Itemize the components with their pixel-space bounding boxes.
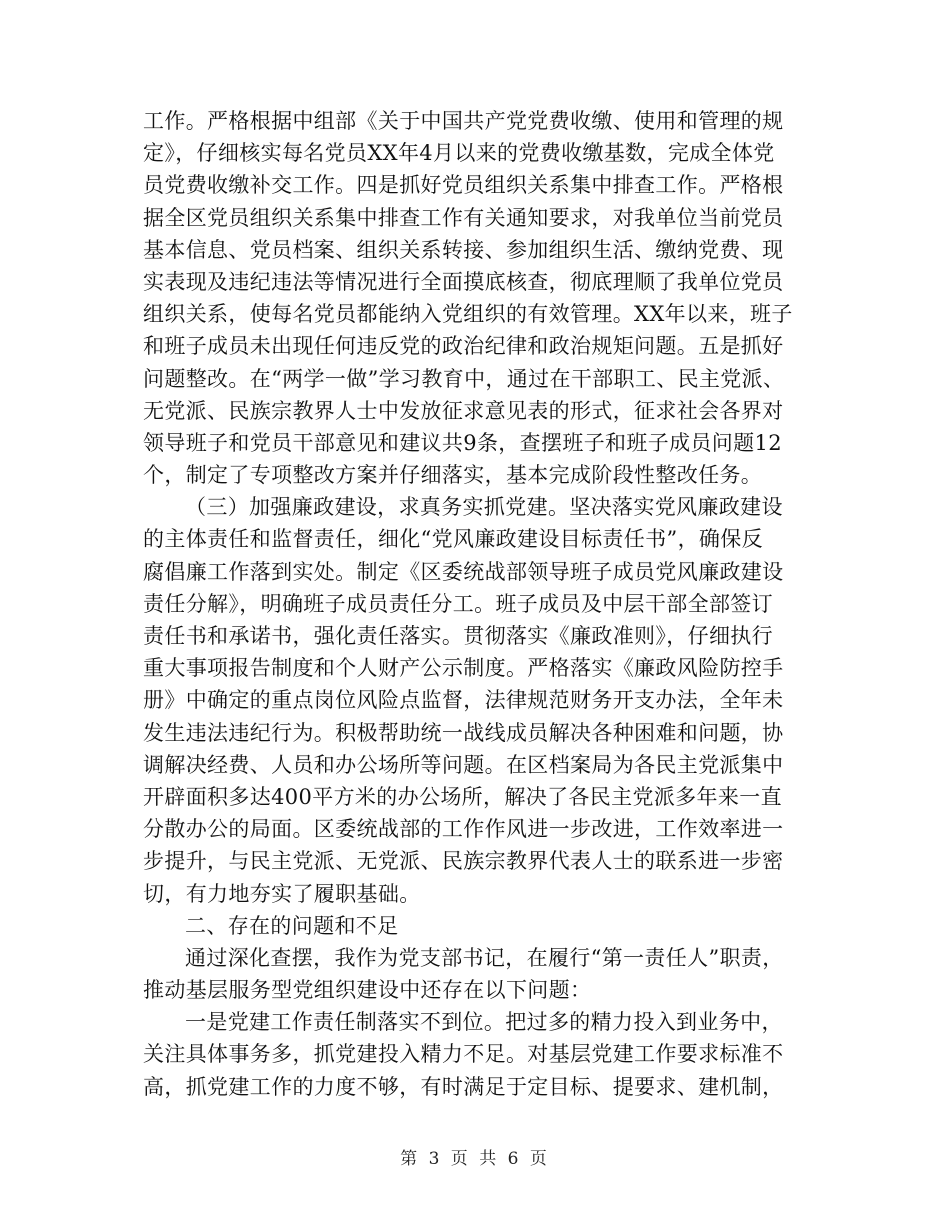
text-line: 重大事项报告制度和个人财产公示制度。严格落实《廉政风险防控手: [143, 656, 784, 681]
text-line: 关注具体事务多，抓党建投入精力不足。对基层党建工作要求标准不: [143, 1042, 784, 1067]
section-heading: 二、存在的问题和不足: [185, 913, 399, 938]
text-line: 实表现及违纪违法等情况进行全面摸底核查，彻底理顺了我单位党员: [143, 269, 784, 294]
text-line: 调解决经费、人员和办公场所等问题。在区档案局为各民主党派集中: [143, 752, 784, 777]
text-line: 基本信息、党员档案、组织关系转接、参加组织生活、缴纳党费、现: [143, 237, 784, 262]
text-line: 责任分解》，明确班子成员责任分工。班子成员及中层干部全部签订: [143, 591, 773, 616]
text-line: 定》，仔细核实每名党员XX年4月以来的党费收缴基数，完成全体党: [143, 141, 775, 166]
text-line: 工作。严格根据中组部《关于中国共产党党费收缴、使用和管理的规: [143, 109, 784, 133]
text-line: 推动基层服务型党组织建设中还存在以下问题：: [143, 978, 592, 1003]
text-line: 问题整改。在“两学一做”学习教育中，通过在干部职工、民主党派、: [143, 366, 785, 391]
text-line: 腐倡廉工作落到实处。制定《区委统战部领导班子成员党风廉政建设: [143, 559, 784, 584]
text-line: 责任书和承诺书，强化责任落实。贯彻落实《廉政准则》，仔细执行: [143, 624, 773, 648]
text-line: 切，有力地夯实了履职基础。: [143, 881, 421, 906]
text-line: 发生违法违纪行为。积极帮助统一战线成员解决各种困难和问题，协: [143, 720, 784, 745]
text-line: 员党费收缴补交工作。四是抓好党员组织关系集中排查工作。严格根: [143, 173, 784, 198]
paragraph-start-line: （三）加强廉政建设，求真务实抓党建。坚决落实党风廉政建设: [185, 495, 783, 520]
text-line: 高，抓党建工作的力度不够，有时满足于定目标、提要求、建机制，: [143, 1074, 784, 1099]
text-line: 分散办公的局面。区委统战部的工作作风进一步改进，工作效率进一: [143, 817, 784, 842]
text-line: 个，制定了专项整改方案并仔细落实，基本完成阶段性整改任务。: [143, 463, 763, 488]
paragraph-start-line: 通过深化查摆，我作为党支部书记，在履行“第一责任人”职责，: [185, 945, 784, 970]
text-line: 开辟面积多达400平方米的办公场所，解决了各民主党派多年来一直: [143, 784, 782, 809]
text-line: 和班子成员未出现任何违反党的政治纪律和政治规矩问题。五是抓好: [143, 334, 784, 359]
text-line: 的主体责任和监督责任，细化“党风廉政建设目标责任书”，确保反: [143, 527, 763, 552]
text-line: 无党派、民族宗教界人士中发放征求意见表的形式，征求社会各界对: [143, 398, 784, 423]
text-line: 步提升，与民主党派、无党派、民族宗教界代表人士的联系进一步密: [143, 849, 784, 874]
paragraph-start-line: 一是党建工作责任制落实不到位。把过多的精力投入到业务中，: [185, 1010, 783, 1035]
text-line: 据全区党员组织关系集中排查工作有关通知要求，对我单位当前党员: [143, 205, 784, 230]
page-number-footer: 第 3 页 共 6 页: [400, 1149, 550, 1169]
text-line: 册》中确定的重点岗位风险点监督，法律规范财务开支办法，全年未: [143, 688, 784, 713]
document-body: [143, 105, 803, 1103]
text-line: 领导班子和党员干部意见和建议共9条，查摆班子和班子成员问题12: [143, 430, 782, 455]
text-line: 组织关系，使每名党员都能纳入党组织的有效管理。XX年以来，班子: [143, 302, 793, 327]
